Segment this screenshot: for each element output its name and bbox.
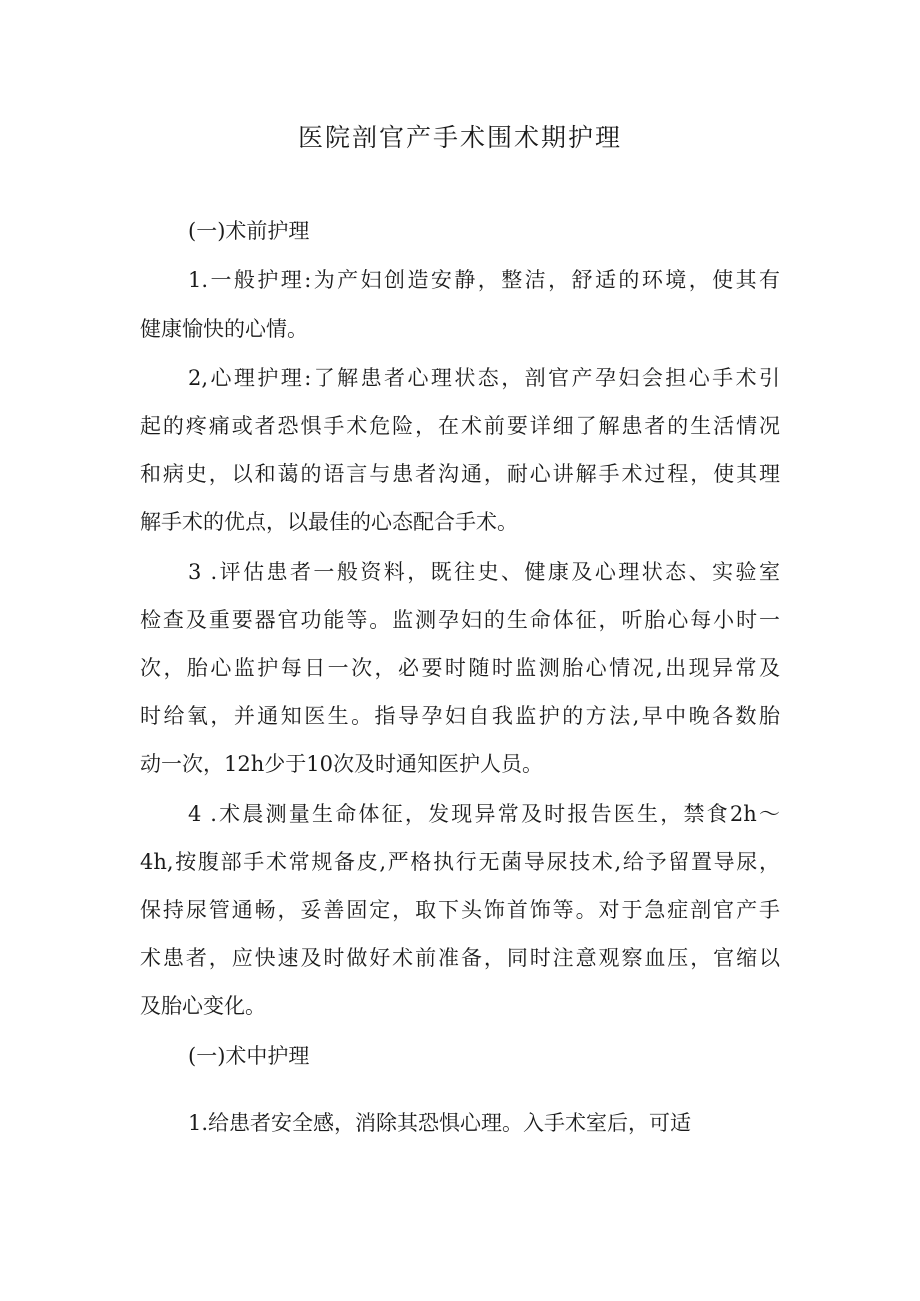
paragraph-line: 术患者，应快速及时做好术前准备，同时注意观察血压，官缩以 [140,946,780,970]
paragraph-line: 4h,按腹部手术常规备皮,严格执行无菌导尿技术,给予留置导尿， [140,850,780,874]
paragraph-line: 起的疼痛或者恐惧手术危险，在术前要详细了解患者的生活情况 [140,414,780,438]
section-heading-intraop: (一)术中护理 [188,1044,310,1068]
paragraph-line: 及胎心变化。 [140,994,266,1018]
paragraph-line: 4 .术晨测量生命体征，发现异常及时报告医生，禁食2h～ [188,802,780,826]
paragraph-line: 和病史，以和蔼的语言与患者沟通，耐心讲解手术过程，使其理 [140,462,780,486]
paragraph-line: 1.一般护理:为产妇创造安静，整洁，舒适的环境，使其有 [188,268,780,292]
document-title: 医院剖官产手术围术期护理 [297,123,622,152]
paragraph-line: 次，胎心监护每日一次，必要时随时监测胎心情况,出现异常及 [140,656,780,680]
paragraph-line: 动一次，12h少于10次及时通知医护人员。 [140,752,543,776]
paragraph-line: 2,心理护理:了解患者心理状态，剖官产孕妇会担心手术引 [188,366,780,390]
section-heading-preop: (一)术前护理 [188,219,310,243]
paragraph-line: 检查及重要器官功能等。监测孕妇的生命体征，听胎心每小时一 [140,608,780,632]
paragraph-line: 健康愉快的心情。 [140,317,308,341]
paragraph-line: 时给氧，并通知医生。指导孕妇自我监护的方法,早中晚各数胎 [140,704,780,728]
paragraph-line: 解手术的优点，以最佳的心态配合手术。 [140,510,518,534]
paragraph-line: 保持尿管通畅，妥善固定，取下头饰首饰等。对于急症剖官产手 [140,898,780,922]
paragraph-line: 1.给患者安全感，消除其恐惧心理。入手术室后，可适 [188,1111,692,1135]
paragraph-line: 3 .评估患者一般资料，既往史、健康及心理状态、实验室 [188,560,780,584]
